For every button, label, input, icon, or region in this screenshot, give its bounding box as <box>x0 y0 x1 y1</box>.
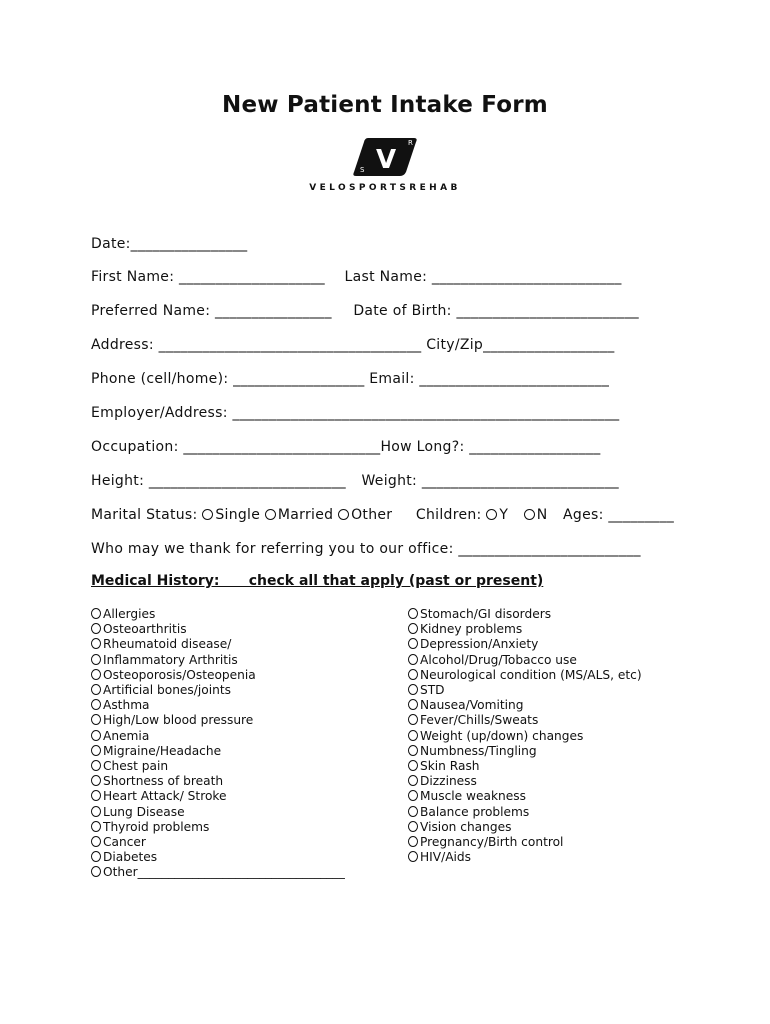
medical-history-item[interactable] <box>408 789 642 804</box>
medical-history-item[interactable] <box>91 668 345 683</box>
first-name-field[interactable]: First Name: ____________________ <box>91 269 325 285</box>
medical-history-item[interactable] <box>408 774 642 789</box>
medical-history-item-label: Heart Attack/ Stroke <box>103 789 227 804</box>
medical-history-item-label: Migraine/Headache <box>103 743 222 758</box>
checkbox-circle-icon[interactable] <box>408 638 418 649</box>
checkbox-circle-icon[interactable] <box>408 836 418 847</box>
medical-history-right-list <box>408 607 642 865</box>
checkbox-circle-icon[interactable] <box>91 821 101 832</box>
checkbox-circle-icon[interactable] <box>91 669 101 680</box>
medical-history-item[interactable] <box>91 653 345 668</box>
checkbox-circle-icon[interactable] <box>91 654 101 665</box>
medical-history-item-label: Depression/Anxiety <box>420 637 539 652</box>
medical-history-item[interactable] <box>91 774 345 789</box>
checkbox-circle-icon[interactable] <box>91 851 101 862</box>
medical-history-item[interactable] <box>408 744 642 759</box>
children-no-option[interactable]: N <box>524 507 548 523</box>
marital-other-option[interactable]: Other <box>338 507 392 523</box>
medical-history-item[interactable] <box>91 835 345 850</box>
medical-history-item-label: Muscle weakness <box>420 789 526 804</box>
occupation-field[interactable]: Occupation: ___________________________ <box>91 439 381 455</box>
checkbox-circle-icon[interactable] <box>91 714 101 725</box>
checkbox-circle-icon[interactable] <box>408 821 418 832</box>
checkbox-circle-icon[interactable] <box>91 730 101 741</box>
medical-history-item-label: Lung Disease <box>103 804 185 819</box>
checkbox-circle-icon[interactable] <box>91 684 101 695</box>
medical-history-item[interactable] <box>91 713 345 728</box>
referral-row <box>91 541 641 557</box>
children-yes-option[interactable]: Y <box>486 507 508 523</box>
medical-history-item[interactable] <box>408 622 642 637</box>
medical-history-item-label: Cancer <box>103 835 146 850</box>
address-field[interactable]: Address: ____________________________________ <box>91 337 422 353</box>
medical-history-item-label: Inflammatory Arthritis <box>103 652 238 667</box>
checkbox-circle-icon[interactable] <box>91 638 101 649</box>
referral-field[interactable]: Who may we thank for referring you to our office: _________________________ <box>91 541 641 557</box>
checkbox-circle-icon[interactable] <box>91 775 101 786</box>
medical-history-item[interactable] <box>408 850 642 865</box>
medical-history-item-label: Osteoporosis/Osteopenia <box>103 667 256 682</box>
date-row <box>91 236 247 252</box>
checkbox-circle-icon[interactable] <box>408 608 418 619</box>
radio-icon <box>338 509 349 520</box>
phone-email-row <box>91 371 609 387</box>
radio-icon <box>486 509 497 520</box>
medical-history-item-label: Skin Rash <box>420 759 480 774</box>
medical-history-item-label: Diabetes <box>103 850 158 865</box>
medical-history-item-label: Asthma <box>103 698 150 713</box>
medical-history-item[interactable] <box>91 744 345 759</box>
how-long-field[interactable]: How Long?: __________________ <box>380 439 601 455</box>
occupation-row <box>91 439 601 455</box>
medical-history-item-label: Thyroid problems <box>103 819 210 834</box>
medical-history-item[interactable] <box>91 805 345 820</box>
checkbox-circle-icon[interactable] <box>408 654 418 665</box>
phone-field[interactable]: Phone (cell/home): __________________ <box>91 371 365 387</box>
medical-history-item-label: Dizziness <box>420 774 477 789</box>
radio-icon <box>524 509 535 520</box>
medical-history-item[interactable] <box>408 637 642 652</box>
checkbox-circle-icon[interactable] <box>91 806 101 817</box>
weight-field[interactable]: Weight: ___________________________ <box>361 473 619 489</box>
employer-row <box>91 405 619 421</box>
medical-history-item[interactable] <box>408 698 642 713</box>
medical-history-item-label: Chest pain <box>103 759 169 774</box>
children-label: Children: <box>415 507 482 523</box>
ages-field[interactable]: Ages: _________ <box>563 507 675 523</box>
marital-married-option[interactable]: Married <box>265 507 333 523</box>
medical-history-item[interactable] <box>91 683 345 698</box>
medical-history-item-label: Nausea/Vomiting <box>420 698 524 713</box>
radio-icon <box>265 509 276 520</box>
checkbox-circle-icon[interactable] <box>91 790 101 801</box>
medical-history-item-label: Artificial bones/joints <box>103 683 231 698</box>
medical-history-item-label: STD <box>420 683 445 698</box>
checkbox-circle-icon[interactable] <box>408 714 418 725</box>
medical-history-item-label: Kidney problems <box>420 622 523 637</box>
medical-history-item-label: Numbness/Tingling <box>420 743 537 758</box>
medical-history-item[interactable] <box>408 713 642 728</box>
medical-history-item-label: Pregnancy/Birth control <box>420 835 564 850</box>
checkbox-circle-icon[interactable] <box>91 699 101 710</box>
medical-history-item[interactable] <box>91 759 345 774</box>
medical-history-item[interactable] <box>408 683 642 698</box>
medical-history-item-label: Balance problems <box>420 804 530 819</box>
checkbox-circle-icon[interactable] <box>408 684 418 695</box>
radio-icon <box>202 509 213 520</box>
email-field[interactable]: Email: __________________________ <box>369 371 610 387</box>
medical-history-item-label: High/Low blood pressure <box>103 713 254 728</box>
medical-history-item[interactable] <box>408 835 642 850</box>
medical-history-item[interactable] <box>408 759 642 774</box>
medical-history-heading: Medical History: check all that apply (past or present) <box>91 573 544 589</box>
form-title: New Patient Intake Form <box>222 92 548 118</box>
checkbox-circle-icon[interactable] <box>408 730 418 741</box>
medical-history-item-label: Allergies <box>103 607 156 621</box>
checkbox-circle-icon[interactable] <box>408 760 418 771</box>
last-name-field[interactable]: Last Name: __________________________ <box>344 269 622 285</box>
checkbox-circle-icon[interactable] <box>408 775 418 786</box>
medical-history-item[interactable] <box>91 622 345 637</box>
checkbox-circle-icon[interactable] <box>408 745 418 756</box>
medical-history-item-label: Vision changes <box>420 819 512 834</box>
name-row <box>91 269 622 285</box>
checkbox-circle-icon[interactable] <box>91 866 101 877</box>
logo-letter-s: S <box>360 166 365 174</box>
velosportsrehab-logo <box>350 132 420 180</box>
checkbox-circle-icon[interactable] <box>91 836 101 847</box>
medical-history-item-label: Other__________________________________ <box>103 865 345 880</box>
medical-history-item[interactable] <box>91 865 345 880</box>
medical-history-item[interactable] <box>408 805 642 820</box>
brand-name: VELOSPORTSREHAB <box>309 183 461 193</box>
marital-status-label: Marital Status: <box>91 507 198 523</box>
date-of-birth-field[interactable]: Date of Birth: _________________________ <box>353 303 639 319</box>
checkbox-circle-icon[interactable] <box>408 699 418 710</box>
medical-history-item[interactable] <box>408 653 642 668</box>
preferred-dob-row <box>91 303 639 319</box>
medical-history-item[interactable] <box>408 607 642 622</box>
medical-history-item-label: Weight (up/down) changes <box>420 728 584 743</box>
medical-history-item[interactable] <box>91 850 345 865</box>
medical-history-item[interactable] <box>408 820 642 835</box>
medical-history-item[interactable] <box>408 668 642 683</box>
checkbox-circle-icon[interactable] <box>91 608 101 619</box>
checkbox-circle-icon[interactable] <box>408 851 418 862</box>
marital-single-option[interactable]: Single <box>202 507 260 523</box>
medical-history-item-label: Osteoarthritis <box>103 622 187 637</box>
date-field[interactable]: Date:________________ <box>91 236 248 252</box>
medical-history-item[interactable] <box>91 789 345 804</box>
city-zip-field[interactable]: City/Zip__________________ <box>426 337 615 353</box>
logo-letter-v: V <box>375 145 397 175</box>
medical-history-item-label: Neurological condition (MS/ALS, etc) <box>420 667 642 682</box>
marital-row <box>91 507 674 523</box>
medical-history-left-list <box>91 607 345 881</box>
medical-history-item[interactable] <box>91 698 345 713</box>
checkbox-circle-icon[interactable] <box>408 790 418 801</box>
medical-history-item[interactable] <box>91 637 345 652</box>
checkbox-circle-icon[interactable] <box>408 806 418 817</box>
medical-history-item-label: Anemia <box>103 728 150 743</box>
checkbox-circle-icon[interactable] <box>91 623 101 634</box>
preferred-name-field[interactable]: Preferred Name: ________________ <box>91 303 332 319</box>
medical-history-item-label: HIV/Aids <box>420 850 472 865</box>
address-row <box>91 337 615 353</box>
medical-history-item-label: Fever/Chills/Sweats <box>420 713 539 728</box>
medical-history-item[interactable] <box>408 729 642 744</box>
checkbox-circle-icon[interactable] <box>408 669 418 680</box>
medical-history-item-label: Stomach/GI disorders <box>420 607 552 621</box>
medical-history-item-label: Shortness of breath <box>103 774 224 789</box>
medical-history-item-label: Alcohol/Drug/Tobacco use <box>420 652 577 667</box>
employer-field[interactable]: Employer/Address: _____________________________________________________ <box>91 405 620 421</box>
checkbox-circle-icon[interactable] <box>91 745 101 756</box>
logo-letter-r: R <box>408 139 413 147</box>
medical-history-item[interactable] <box>91 607 345 622</box>
medical-history-item[interactable] <box>91 729 345 744</box>
checkbox-circle-icon[interactable] <box>408 623 418 634</box>
medical-history-item-label: Rheumatoid disease/ <box>103 637 232 652</box>
height-weight-row <box>91 473 619 489</box>
medical-history-item[interactable] <box>91 820 345 835</box>
height-field[interactable]: Height: ___________________________ <box>91 473 346 489</box>
checkbox-circle-icon[interactable] <box>91 760 101 771</box>
